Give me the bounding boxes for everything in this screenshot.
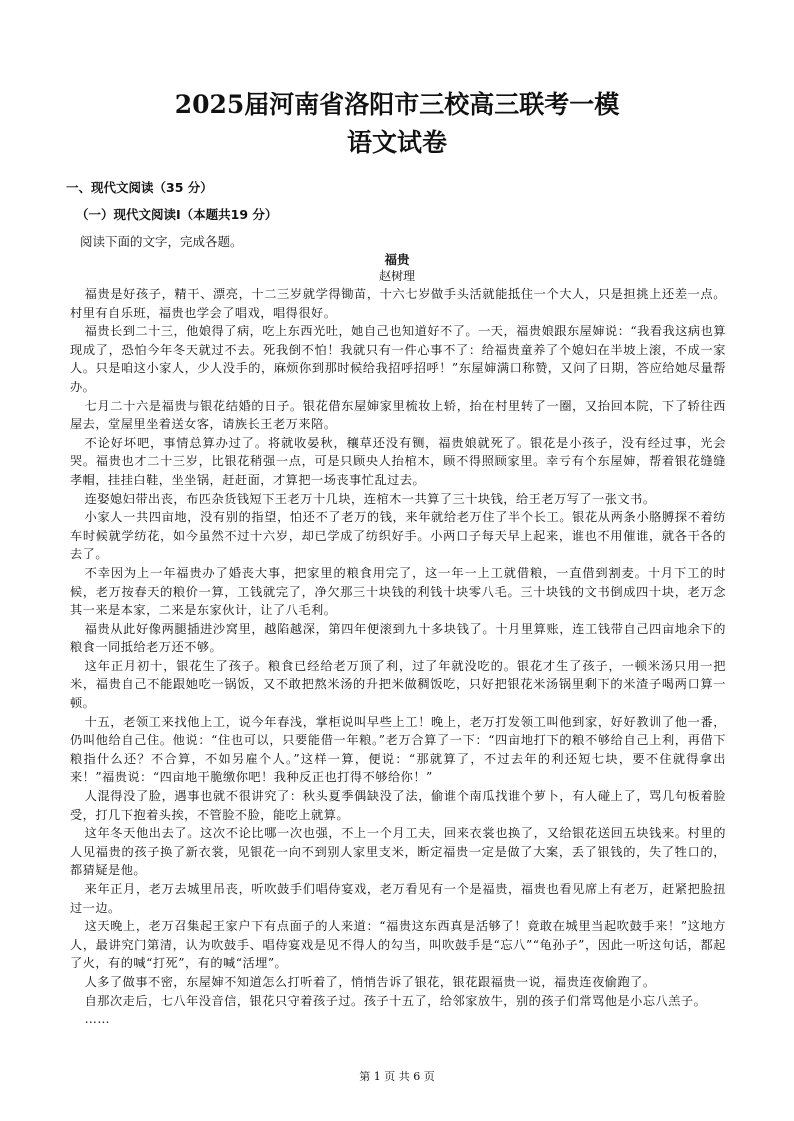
paragraph: 这年正月初十，银花生了孩子。粮食已经给老万顶了利，过了年就没吃的。银花才生了孩子，一顿米汤只用一把米，福贵自己不能跟她吃一锅饭，又不敢把熬米汤的升把米做稠饭吃，只好把银花米汤锅里剩下的米渣子喝两口算一顿。 [70, 658, 726, 711]
paragraph: 自那次走后，七八年没音信，银花只守着孩子过。孩子十五了，给邻家放牛，别的孩子们常骂他是小忘八羔子。 [84, 993, 707, 1008]
instruction-text: 阅读下面的文字，完成各题。 [80, 234, 243, 249]
paragraph: 福贵是好孩子，精干、漂亮，十二三岁就学得锄苗，十六七岁做手头活就能抵住一个大人，只是担挑上还差一点。村里有自乐班，福贵也学会了唱戏，唱得很好。 [70, 287, 726, 320]
paragraph: 来年正月，老万去城里吊丧，听吹鼓手们唱侍宴戏，老万看见有一个是福贵，福贵也看见席上有老万，赶紧把脸扭过一边。 [70, 882, 726, 915]
paragraph: 十五，老领工来找他上工，说今年春浅，掌柜说叫早些上工！晚上，老万打发领工叫他到家，好好教训了他一番，仍叫他给自己住。他说：“住也可以，只要能借一年粮。”老万合算了一下：“四亩地打下的粮不够给自己上利，再借下粮指什么还？不合算，不如另雇个人。”这样一算，便说：“那就算了，不过去年的利还短七块，要不住就得拿出来！”福贵说：“四亩地干脆缴你吧！我种反正也打得不够给你！” [70, 714, 726, 785]
page-number: 第 1 页 共 6 页 [359, 1070, 435, 1083]
paragraph: 人多了做事不密，东屋婶不知道怎么打听着了，悄悄告诉了银花，银花跟福贵一说，福贵连夜偷跑了。 [84, 974, 656, 989]
paragraph: 福贵长到二十三，他娘得了病，吃上东西光吐，她自己也知道好不了。一天，福贵娘跟东屋婶说：“我看我这病也算现成了，恐怕今年冬天就过不去。死我倒不怕！我就只有一件心事不了：给福贵童养了个媳妇在半坡上滚，不成一家人。只是咱这小家人，少人没手的，麻烦你到那时候给我招呼招呼！”东屋婶满口称赞，又问了日期，答应给她尽量帮办。 [70, 324, 726, 394]
paragraph: 这年冬天他出去了。这次不论比哪一次也强，不上一个月工夫，回来衣裳也换了，又给银花送回五块钱来。村里的人见福贵的孩子换了新衣裳，见银花一向不到别人家里支米，断定福贵一定是做了大案，丢了银钱的，失了牲口的，都猜疑是他。 [70, 826, 726, 878]
article-title: 福贵 [384, 252, 410, 267]
paragraph: 七月二十六是福贵与银花结婚的日子。银花借东屋婶家里梳妆上轿，抬在村里转了一圈，又抬回本院，下了轿往西屋去，堂屋里坐着送女客，请族长王老万来陪。 [70, 398, 726, 432]
paragraph: 连娶媳妇带出丧，布匹杂货钱短下王老万十几块，连棺木一共算了三十块钱，给王老万写了一张文书。 [84, 491, 656, 506]
article-body [70, 285, 726, 1029]
exam-title: 2025届河南省洛阳市三校高三联考一模 [174, 90, 620, 119]
article-author: 赵树理 [378, 269, 415, 283]
paragraph: 人混得没了脸，遇事也就不很讲究了：秋头夏季偶缺没了法，偷谁个南瓜找谁个萝卜，有人碰上了，骂几句板着脸受，打几下抱着头挨，不管脸不脸，能吃上就算。 [70, 789, 726, 822]
paragraph: 这天晚上，老万召集起王家户下有点面子的人来道：“福贵这东西真是活够了！竟敢在城里当起吹鼓手来！”这地方人，最讲究门第清，认为吹鼓手、唱侍宴戏是见不得人的勾当，叫吹鼓手是“忘八”“龟孙子”，因此一听这句话，都起了火，有的喊“打死”，有的喊“活埋”。 [70, 919, 726, 971]
paragraph: 不论好坏吧，事情总算办过了。将就收晏秋，穰草还没有铡，福贵娘就死了。银花是小孩子，没有经过事，光会哭。福贵也才二十三岁，比银花稍强一点，可是只顾央人抬棺木，顾不得照顾家里。幸亏有个东屋婶，帮着银花缝缝孝帽，挂挂白鞋，坐坐锅，赶赶面，才算把一场丧事忙乱过去。 [70, 435, 726, 487]
section-heading: 一、现代文阅读（35 分） [66, 180, 213, 195]
paragraph: 小家人一共四亩地，没有别的指望，怕还不了老万的钱，来年就给老万住了半个长工。银花从两条小胳膊探不着纺车时候就学纺花，如今虽然不过十六岁，却已学成了纺织好手。小两口子每天早上起来，谁也不用催谁，就各干各的去了。 [70, 510, 726, 562]
ellipsis: …… [84, 1012, 110, 1027]
paragraph: 福贵从此好像两腿插进沙窝里，越陷越深，第四年便滚到九十多块钱了。十月里算账，连工钱带自己四亩地余下的粮食一同抵给老万还不够。 [70, 621, 726, 655]
paragraph: 不幸因为上一年福贵办了婚丧大事，把家里的粮食用完了，这一年一上工就借粮，一直借到割麦。十月下工的时候，老万按春天的粮价一算，工钱就完了，净欠那三十块钱的利钱十块零八毛。三十块钱的文书倒成四十块，老万念其一来是本家，二来是东家伙计，让了八毛利。 [70, 565, 726, 618]
exam-subject: 语文试卷 [346, 128, 447, 157]
subsection-heading: （一）现代文阅读Ⅰ（本题共19 分） [76, 207, 278, 222]
